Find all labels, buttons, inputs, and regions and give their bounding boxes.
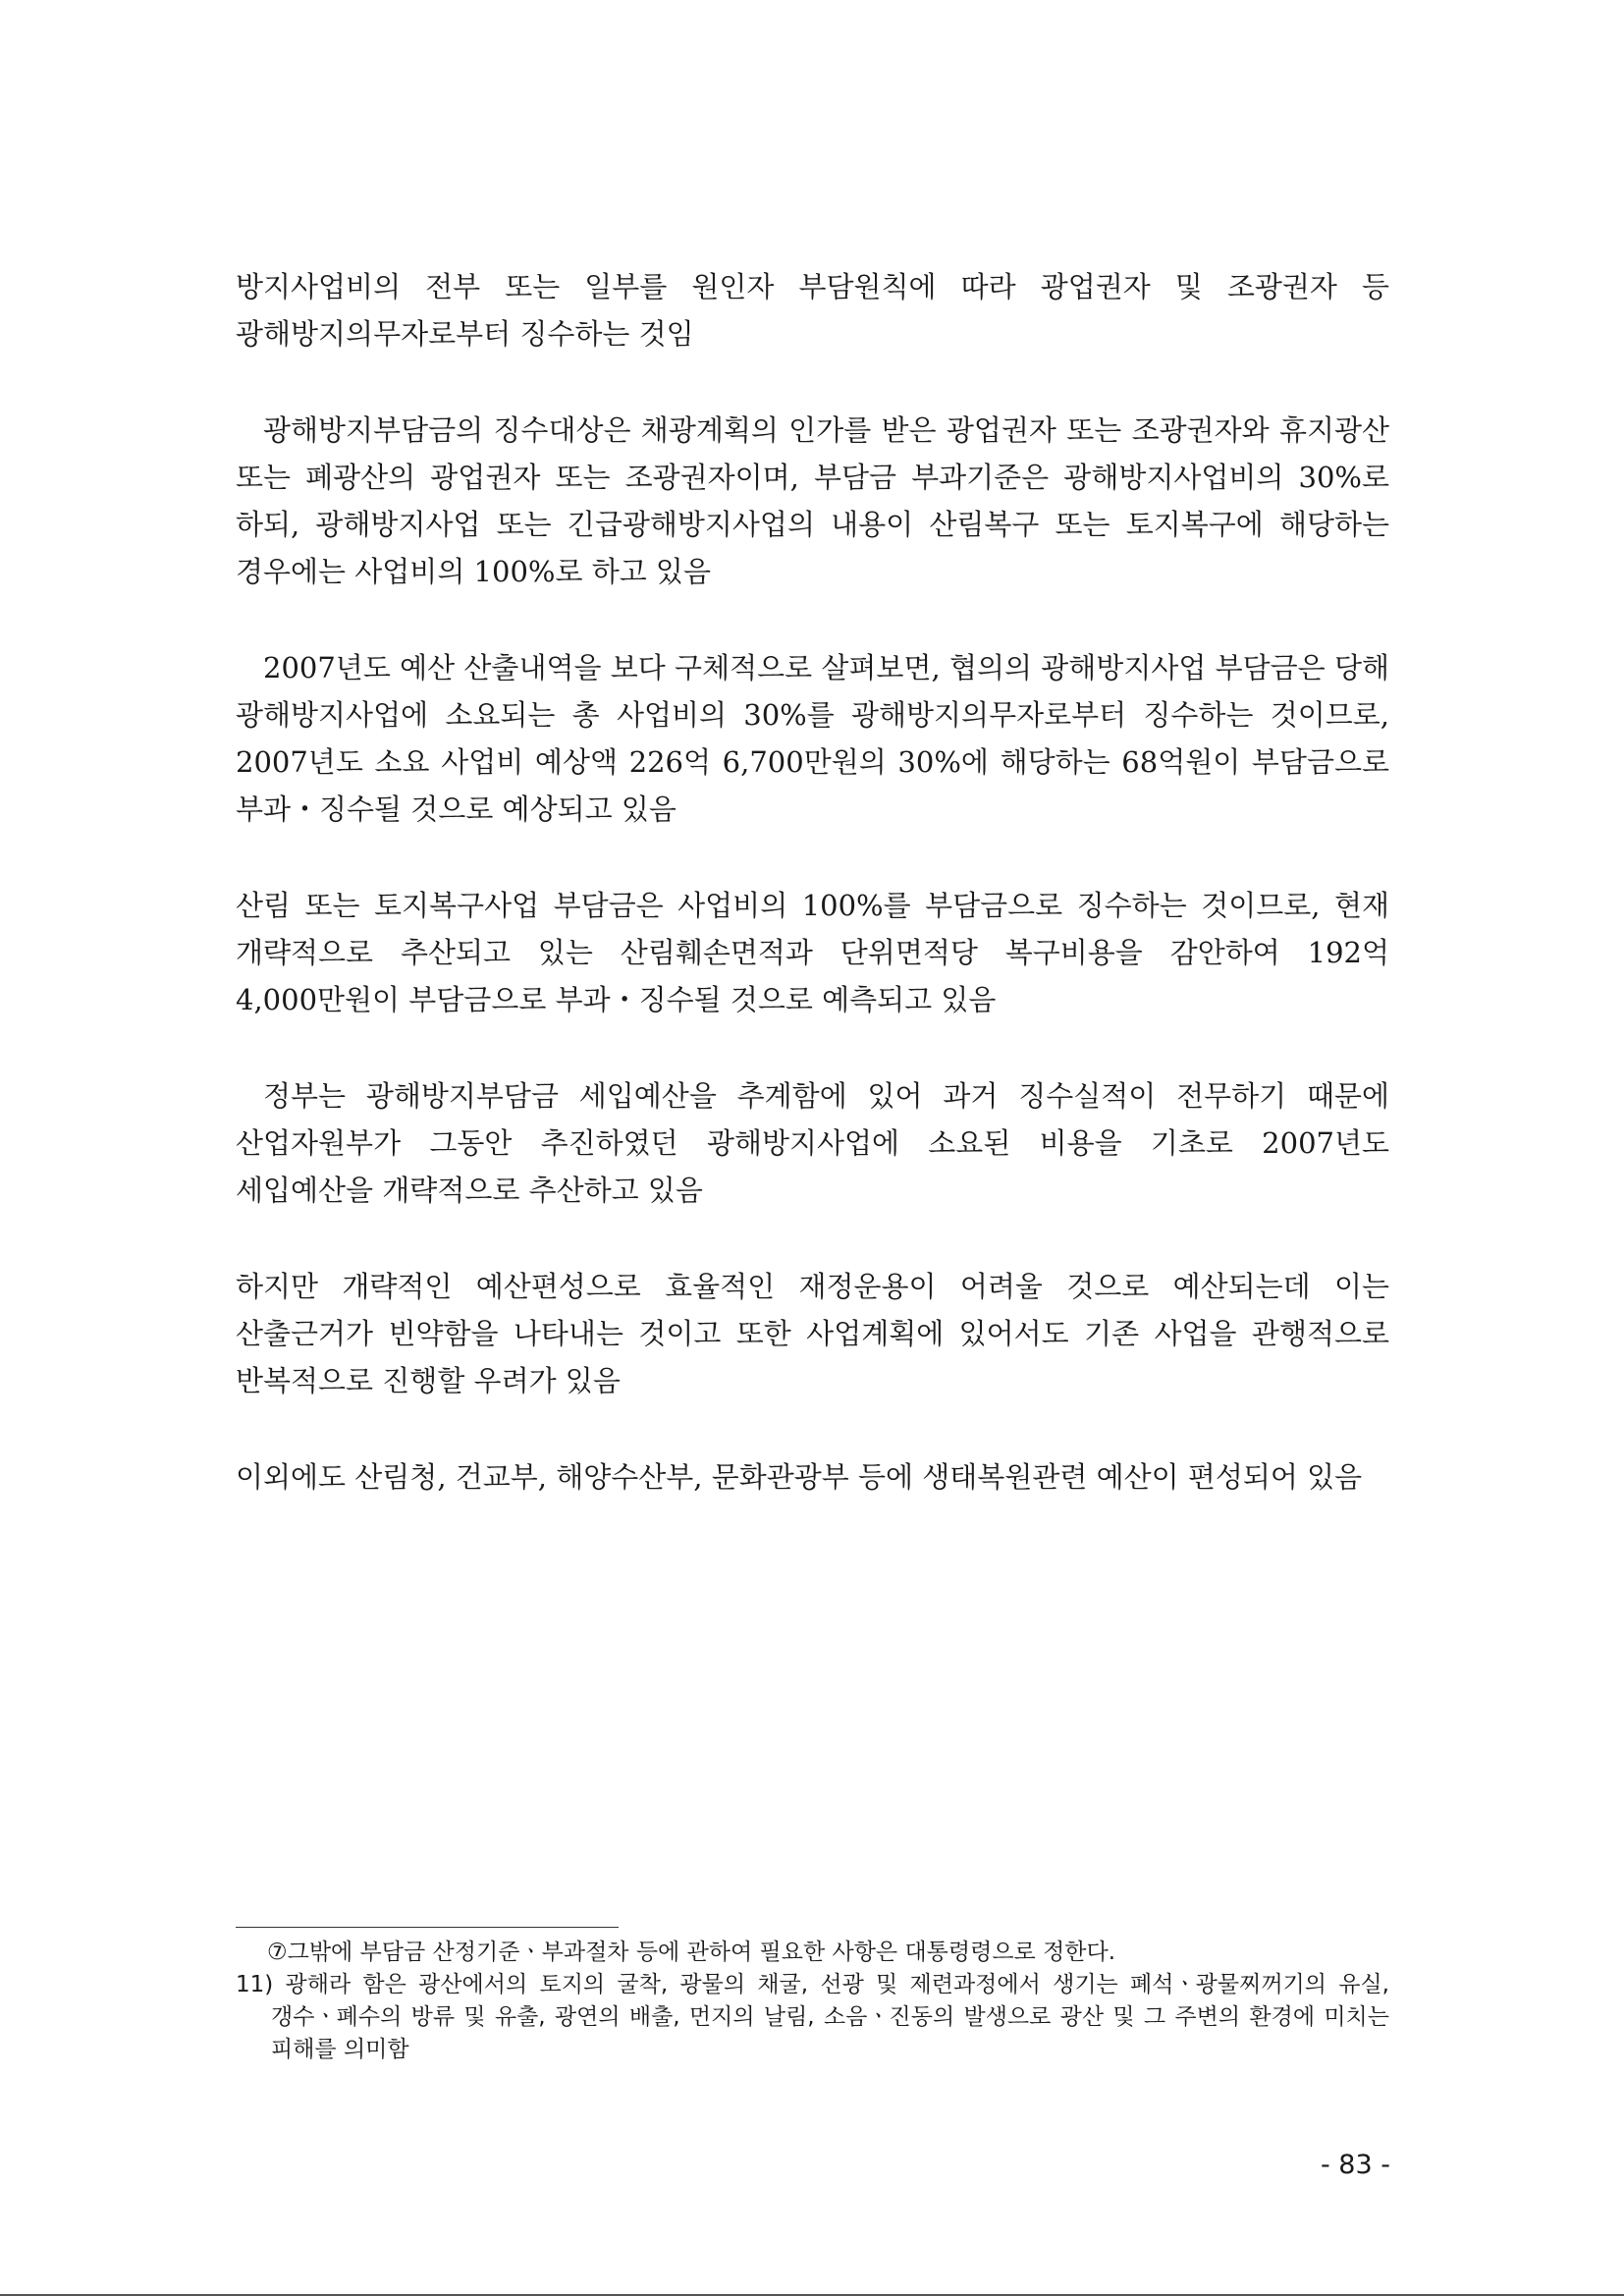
footnote-divider <box>236 1927 619 1928</box>
paragraph-5: 정부는 광해방지부담금 세입예산을 추계함에 있어 과거 징수실적이 전무하기 때문에 산업자원부가 그동안 추진하였던 광해방지사업에 소요된 비용을 기초로 2007년도 세입예산을 개략적으로 추산하고 있음 <box>236 1079 1389 1207</box>
paragraph-1: 방지사업비의 전부 또는 일부를 원인자 부담원칙에 따라 광업권자 및 조광권자 등 광해방지의무자로부터 징수하는 것임 <box>236 270 1389 351</box>
paragraph-4: 산림 또는 토지복구사업 부담금은 사업비의 100%를 부담금으로 징수하는 것이므로, 현재 개략적으로 추산되고 있는 산림훼손면적과 단위면적당 복구비용을 감안하여 192억 4,000만원이 부담금으로 부과・징수될 것으로 예측되고 있음 <box>236 889 1389 1016</box>
paragraph-7: 이외에도 산림청, 건교부, 해양수산부, 문화관광부 등에 생태복원관련 예산이 편성되어 있음 <box>236 1460 1363 1494</box>
paragraph-3: 2007년도 예산 산출내역을 보다 구체적으로 살펴보면, 협의의 광해방지사업 부담금은 당해 광해방지사업에 소요되는 총 사업비의 30%를 광해방지의무자로부터 징수하는 것이므로, 2007년도 소요 사업비 예상액 226억 6,700만원의 30%에 해당하는 68억원이 부담금으로 부과・징수될 것으로 예상되고 있음 <box>236 651 1389 826</box>
footnote-continued: ⑦그밖에 부담금 산정기준ㆍ부과절차 등에 관하여 필요한 사항은 대통령령으로 정한다. <box>267 1940 1116 1965</box>
page-number: - 83 - <box>1320 2150 1390 2180</box>
footnote-11: 11) 광해라 함은 광산에서의 토지의 굴착, 광물의 채굴, 선광 및 제련과정에서 생기는 폐석ㆍ광물찌꺼기의 유실, 갱수ㆍ폐수의 방류 및 유출, 광연의 배출, 먼지의 날림, 소음ㆍ진동의 발생으로 광산 및 그 주변의 환경에 미치는 피해를 의미함 <box>236 1972 1389 2062</box>
paragraph-2: 광해방지부담금의 징수대상은 채광계획의 인가를 받은 광업권자 또는 조광권자와 휴지광산 또는 폐광산의 광업권자 또는 조광권자이며, 부담금 부과기준은 광해방지사업비의 30%로 하되, 광해방지사업 또는 긴급광해방지사업의 내용이 산림복구 또는 토지복구에 해당하는 경우에는 사업비의 100%로 하고 있음 <box>236 413 1389 588</box>
footnotes <box>236 1937 1389 2066</box>
paragraph-6: 하지만 개략적인 예산편성으로 효율적인 재정운용이 어려울 것으로 예산되는데 이는 산출근거가 빈약함을 나타내는 것이고 또한 사업계획에 있어서도 기존 사업을 관행적으로 반복적으로 진행할 우려가 있음 <box>236 1270 1389 1397</box>
body-text <box>236 263 1389 1550</box>
